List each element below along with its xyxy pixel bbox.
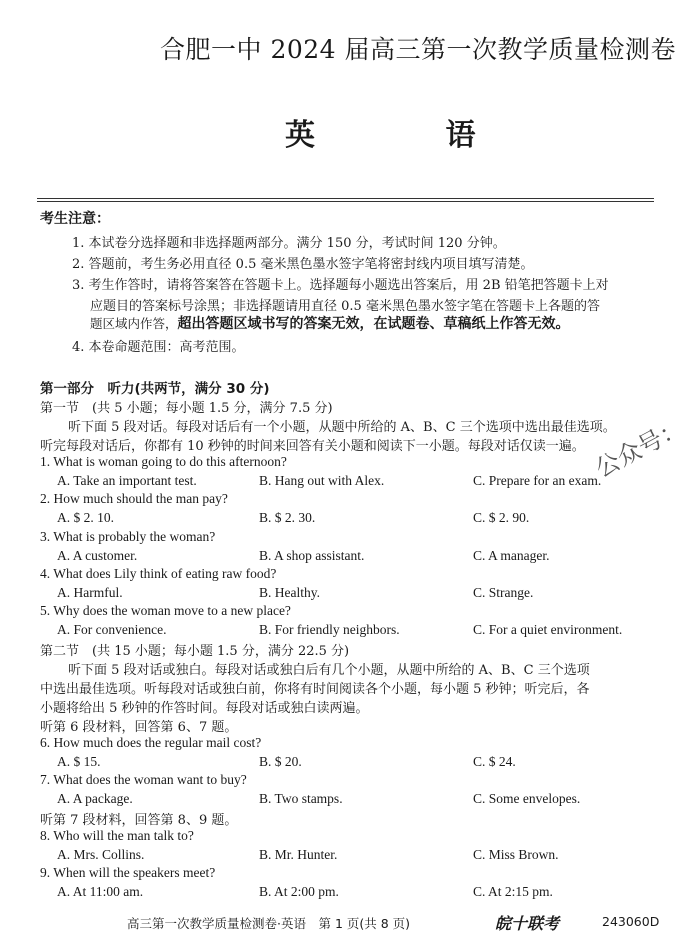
notice-item-line	[90, 313, 570, 333]
question: 4. What does Lily think of eating raw food?	[40, 566, 277, 581]
divider-top	[37, 198, 654, 199]
section1-instructions: 听完每段对话后，你都有 10 秒钟的时间来回答有关小题和阅读下一小题。每段对话仅读一遍。	[40, 439, 585, 454]
option-b: B. Two stamps.	[259, 791, 343, 806]
notice-item: 4. 本卷命题范围：高考范围。	[72, 340, 245, 355]
watermark-text: 公众号：	[590, 413, 689, 484]
option-a: A. A package.	[57, 791, 133, 806]
section1-heading: 第一节 (共 5 小题；每小题 1.5 分，满分 7.5 分)	[40, 401, 333, 416]
option-a: A. At 11:00 am.	[57, 884, 144, 899]
notice-item: 2. 答题前，考生务必用直径 0.5 毫米黑色墨水签字笔将密封线内项目填写清楚。	[72, 257, 534, 272]
question: 6. How much does the regular mail cost?	[40, 735, 262, 750]
option-c: C. $ 24.	[473, 754, 516, 769]
option-b: B. For friendly neighbors.	[259, 622, 400, 637]
footer-logo: 皖十联考	[495, 914, 560, 933]
section2-heading: 第二节 (共 15 小题；每小题 1.5 分，满分 22.5 分)	[40, 644, 350, 659]
option-a: A. Mrs. Collins.	[57, 847, 145, 862]
option-c: C. Miss Brown.	[473, 847, 559, 862]
question: 2. How much should the man pay?	[40, 491, 228, 506]
option-c: C. $ 2. 90.	[473, 510, 530, 525]
notice-item: 应题目的答案标号涂黑；非选择题请用直径 0.5 毫米黑色墨水签字笔在答题卡上各题的答	[90, 299, 600, 314]
exam-title: 合肥一中 2024 届高三第一次教学质量检测卷	[160, 35, 677, 64]
option-b: B. $ 2. 30.	[259, 510, 316, 525]
section2-instructions: 听下面 5 段对话或独白。每段对话或独白后有几个小题，从题中所给的 A、B、C 三个选项	[68, 663, 590, 678]
question: 9. When will the speakers meet?	[40, 865, 216, 880]
option-b: B. $ 20.	[259, 754, 302, 769]
option-a: A. For convenience.	[57, 622, 167, 637]
part1-heading: 第一部分 听力(共两节，满分 30 分)	[40, 381, 270, 397]
option-a: A. A customer.	[57, 548, 138, 563]
option-c: C. For a quiet environment.	[473, 622, 623, 637]
option-a: A. Take an important test.	[57, 473, 197, 488]
section2-instructions: 小题将给出 5 秒钟的作答时间。每段对话或独白读两遍。	[40, 701, 369, 716]
question: 7. What does the woman want to buy?	[40, 772, 247, 787]
option-a: A. Harmful.	[57, 585, 123, 600]
question: 1. What is woman going to do this afternoon?	[40, 454, 287, 469]
notice-item: 3. 考生作答时，请将答案答在答题卡上。选择题每小题选出答案后，用 2B 铅笔把答题卡上对	[72, 278, 609, 293]
notice-heading: 考生注意：	[40, 211, 110, 227]
option-b: B. Mr. Hunter.	[259, 847, 338, 862]
question: 8. Who will the man talk to?	[40, 828, 194, 843]
option-b: B. Healthy.	[259, 585, 320, 600]
question: 3. What is probably the woman?	[40, 529, 216, 544]
section2-instructions: 中选出最佳选项。听每段对话或独白前，你将有时间阅读各个小题，每小题 5 秒钟；听完后，各	[40, 682, 590, 697]
option-c: C. Prepare for an exam.	[473, 473, 602, 488]
option-c: C. At 2:15 pm.	[473, 884, 553, 899]
footer-code: 243060D	[602, 914, 660, 929]
notice-item: 题区域内作答，	[90, 316, 178, 331]
notice-item: 1. 本试卷分选择题和非选择题两部分。满分 150 分，考试时间 120 分钟。	[72, 236, 506, 251]
option-c: C. Strange.	[473, 585, 534, 600]
divider-top-2	[37, 201, 654, 202]
subject-title: 英 语	[285, 118, 536, 153]
option-a: A. $ 2. 10.	[57, 510, 114, 525]
option-c: C. Some envelopes.	[473, 791, 581, 806]
option-a: A. $ 15.	[57, 754, 101, 769]
section1-instructions: 听下面 5 段对话。每段对话后有一个小题，从题中所给的 A、B、C 三个选项中选出最佳选项。	[68, 420, 616, 435]
material-label: 听第 7 段材料，回答第 8、9 题。	[40, 813, 238, 828]
option-b: B. Hang out with Alex.	[259, 473, 385, 488]
option-c: C. A manager.	[473, 548, 550, 563]
option-b: B. A shop assistant.	[259, 548, 365, 563]
question: 5. Why does the woman move to a new place?	[40, 603, 291, 618]
material-label: 听第 6 段材料，回答第 6、7 题。	[40, 720, 238, 735]
footer-page-info: 高三第一次教学质量检测卷·英语 第 1 页(共 8 页)	[127, 916, 411, 931]
notice-bold-warning: 超出答题区域书写的答案无效，在试题卷、草稿纸上作答无效。	[177, 316, 570, 332]
option-b: B. At 2:00 pm.	[259, 884, 339, 899]
